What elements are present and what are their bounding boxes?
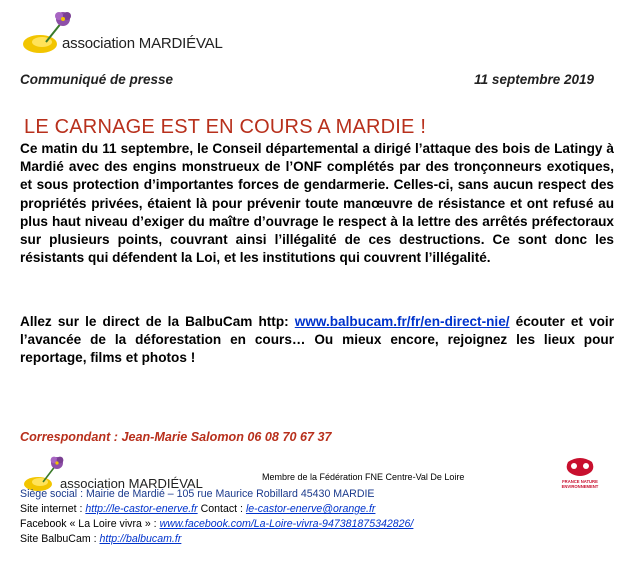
contact-label: Contact : (197, 503, 246, 515)
footer-association-name: association MARDIÉVAL (60, 476, 203, 491)
press-header-row (20, 72, 618, 87)
contact-email-link[interactable]: le-castor-enerve@orange.fr (245, 503, 376, 515)
balbucam-direct-link[interactable]: www.balbucam.fr/fr/en-direct-nie/ (294, 314, 510, 329)
correspondent-line: Correspondant : Jean-Marie Salomon 06 08 70 67 37 (20, 430, 332, 444)
balbucam-label: Site BalbuCam : (20, 533, 100, 545)
balbucam-site-link[interactable]: http://balbucam.fr (99, 533, 182, 545)
site-internet-link[interactable]: http://le-castor-enerve.fr (85, 503, 198, 515)
membre-fne-text: Membre de la Fédération FNE Centre-Val De Loire (262, 472, 465, 482)
association-name: association MARDIÉVAL (62, 35, 223, 52)
contact-siege (20, 488, 374, 500)
body-paragraph-2 (20, 313, 614, 368)
fne-logo-text: FRANCE NATURE (562, 479, 598, 484)
site-label: Site internet : (20, 503, 86, 515)
paragraph-2-intro: Allez sur le direct de la BalbuCam http: (20, 314, 295, 329)
siege-label: Siège social (20, 488, 81, 500)
fne-logo (552, 456, 608, 492)
contact-facebook (20, 518, 413, 530)
headline: LE CARNAGE EST EN COURS A MARDIE ! (24, 116, 427, 138)
facebook-link[interactable]: www.facebook.com/La-Loire-vivra-947381875342826/ (159, 518, 414, 530)
contact-balbucam (20, 533, 181, 545)
paragraph-2-rest: écouter et voir l’avancée de la déforestation en cours… Ou mieux encore, rejoignez les lieux pour reportage, films et photos ! (20, 314, 614, 366)
svg-text:ENVIRONNEMENT: ENVIRONNEMENT (561, 484, 599, 489)
press-date: 11 septembre 2019 (474, 72, 594, 87)
body-paragraph-1: Ce matin du 11 septembre, le Conseil départemental a dirigé l’attaque des bois de Latingy à Mardié avec des engins monstrueux de l’ONF complétés par des tronçonneurs exotiques, et sous protection d’importantes forces de gendarmerie. Celles-ci, sans aucun respect des propriétés privées, étaient là pour prévenir toute manœuvre de résistance et ont refusé au plus haut niveau d’exiger du maître d’ouvrage le respect à la lettre des arrêtés préfectoraux sur plusieurs points, couvrant ainsi l’illégalité de ces destructions. Ce sont donc les résistants qui défendent la Loi, et les institutions qui couvrent l’illégalité. (20, 141, 614, 266)
fne-logo-icon (552, 456, 608, 492)
contact-site (20, 503, 375, 515)
siege-value: : Mairie de Mardié – 105 rue Maurice Robillard 45430 MARDIE (80, 488, 375, 500)
press-label: Communiqué de presse (20, 72, 174, 87)
facebook-label: Facebook « La Loire vivra » : (20, 518, 160, 530)
association-logo (20, 8, 240, 56)
